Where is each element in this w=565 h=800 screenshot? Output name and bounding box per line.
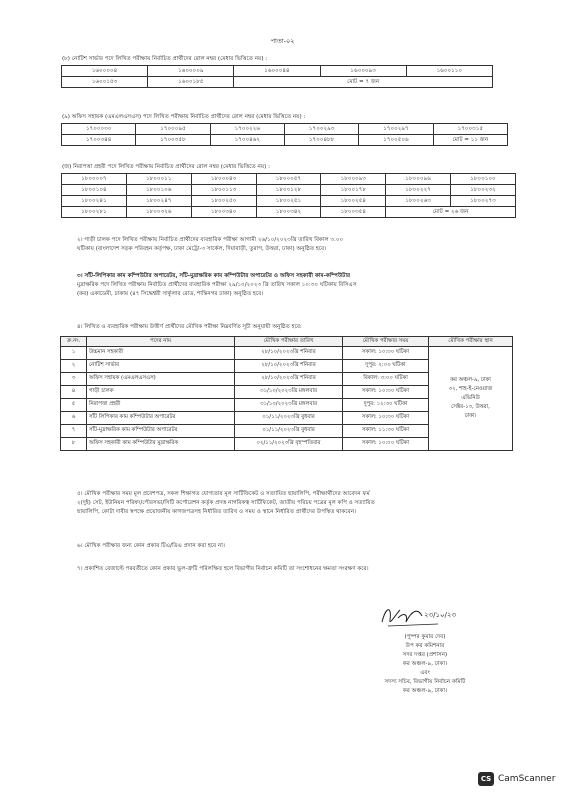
roll-cell: ১৭০০৩৪৪	[62, 135, 136, 146]
time-cell: সকাল: ১১:৩০ ঘটিকা	[343, 425, 429, 438]
serial-cell: ৪	[61, 386, 87, 399]
serial-cell: ২	[61, 360, 87, 373]
paragraph-correction-rights: ৭। প্রকাশিত রেজাল্টে পরবর্তীতে কোন প্রকার ভুল-ত্রুটি পরিলক্ষিত হলে বিভাগীয় নির্বাচন কমিটি তা সংশোধনের ক্ষমতা সংরক্ষণ করে।	[77, 566, 369, 572]
serial-cell: ৭	[61, 425, 87, 438]
page-number: পাতা-০২	[270, 37, 295, 45]
post-name-cell: নোটিশ সার্ভার	[87, 360, 235, 373]
column-header: পদের নাম	[87, 337, 235, 347]
notice-server-roll-table	[61, 65, 493, 88]
roll-cell: ১৮০০২৮১	[62, 207, 127, 218]
serial-cell: ৮	[61, 438, 87, 451]
paragraph-line: মুদ্রাক্ষরিক পদে লিখিত পরীক্ষায় নির্বাচিত প্রার্থীদের ব্যবহারিক পরীক্ষা ২৯/১০/২০২৩ খ্রি তারিখ সকাল ১০:৩০ ঘটিকায় বিসিএস	[77, 282, 357, 288]
roll-cell: ১৮০০১২৮	[256, 185, 321, 196]
signatory-role: সদস্য সচিব, বিভাগীয় নির্বাচন কমিটি	[384, 679, 466, 685]
signatory-zone: কর অঞ্চল-৯, ঢাকা।	[402, 661, 448, 667]
table-row	[62, 174, 516, 185]
roll-cell: ১৬০০০৪৪	[234, 66, 320, 77]
roll-cell: ১৮০০১০৪	[62, 185, 127, 196]
paragraph-line: ৫। মৌখিক পরীক্ষার সময় মূল প্রবেশপত্র, সকল শিক্ষাগত যোগ্যতার মূল সার্টিফিকেট ও সত্যায়িত ছায়ালিপি, পরীক্ষার্থীদের আবেদন ফর্ম	[77, 491, 370, 497]
post-name-cell: সাঁট-মুদ্রাক্ষরিক কাম কম্পিউটার অপারেটর	[87, 425, 235, 438]
time-cell: সকাল: ১০:৩০ ঘটিকা	[343, 412, 429, 425]
venue-cell	[429, 347, 513, 451]
paragraph-line: ২(দুই) সেট, ইউনিয়ন পরিষদ/পৌরসভা/সিটি কর্পোরেশন কর্তৃক প্রদত্ত নাগরিকত্ব সার্টিফিকেট, জাতীয় পরিচয় পত্রের মূল কপি ও সত্যায়িত	[77, 500, 375, 506]
total-cell: মোট = ২৬ জন	[386, 207, 516, 218]
paragraph-computer-practical	[77, 272, 507, 299]
serial-cell: ৬	[61, 412, 87, 425]
serial-cell: ৩	[61, 373, 87, 386]
roll-cell: ১৮০০০০৭	[62, 174, 127, 185]
roll-cell: ১৮০০০৪৩	[191, 174, 256, 185]
time-cell: দুপুর: ১২:৩০ ঘটিকা	[343, 399, 429, 412]
roll-cell: ১৮০০২৫১	[256, 196, 321, 207]
column-header: মৌখিক পরীক্ষার তারিখ	[235, 337, 343, 347]
signatory-name: (পুষ্পর কুমার দেব)	[404, 634, 446, 640]
paragraph-documents-required	[77, 490, 517, 517]
roll-cell: ১৮০০৩৫৪	[321, 207, 386, 218]
roll-cell: ১৬০০০০৪	[62, 66, 148, 77]
signatory-zone-2: কর অঞ্চল-৯, ঢাকা।	[402, 688, 448, 694]
roll-cell: ১৭০০৫০৬	[359, 135, 433, 146]
camscanner-label: CamScanner	[498, 774, 556, 784]
table-row	[62, 135, 508, 146]
section-notice-server-title: (৮) নোটিশ সার্ভার পদে লিখিত পরীক্ষায় নির্বাচিত প্রার্থীদের রোল নম্বর (মেধার ভিত্তিতে নয়) :	[62, 56, 268, 62]
roll-cell: ১৭০০২৯৩	[284, 124, 358, 135]
date-cell: ৩১/১০/২০২৩খ্রি মঙ্গলবার	[235, 386, 343, 399]
column-header: মৌখিক পরীক্ষার স্থান	[429, 337, 513, 347]
post-name-cell: নিরাপত্তা প্রহরী	[87, 399, 235, 412]
table-row	[62, 124, 508, 135]
section-office-assistant-title: (৯) অফিস সহায়ক (এমএলএসএস) পদে লিখিত পরীক্ষায় নির্বাচিত প্রার্থীদের রোল নম্বর (মেধার ভিত্তিতে নয়) :	[62, 114, 306, 120]
roll-cell: ১৮০০০১১	[126, 174, 191, 185]
venue-line: ঢাকা।	[464, 413, 477, 419]
table-row	[61, 347, 513, 360]
camscanner-logo-icon: CS	[478, 772, 494, 786]
venue-line: সেক্টর-১৩, উত্তরা,	[451, 404, 490, 410]
time-cell: দুপুর: ২:০০ ঘটিকা	[343, 360, 429, 373]
roll-cell: ১৬০০০০৯	[148, 66, 234, 77]
paragraph-viva-schedule-intro: ৪। লিখিত ও ব্যবহারিক পরীক্ষায় উত্তীর্ণ প্রার্থীদের মৌখিক পরীক্ষা নিম্নবর্ণিত সূচী অনুযায়ী অনুষ্ঠিত হবে:	[77, 324, 302, 330]
roll-cell: ১৭০০৩১৫	[433, 124, 507, 135]
date-cell: ০১/১১/২০২৩খ্রি বুধবার	[235, 412, 343, 425]
paragraph-no-ta-da: ৬। মৌখিক পরীক্ষার জন্য কোন প্রকার টিএ/ডিএ প্রদান করা হবে না।	[77, 543, 225, 549]
conjunction: এবং	[420, 670, 430, 676]
post-name-cell: সাঁট লিপিকার কাম কম্পিউটার অপারেটর	[87, 412, 235, 425]
roll-cell: ১৭০০২২৬	[210, 124, 284, 135]
roll-cell: ১৮০০০৯৩	[321, 174, 386, 185]
date-cell: ০২/১১/২০২৩খ্রি বৃহস্পতিবার	[235, 438, 343, 451]
section-security-guard-title: (জ) নিরাপত্তা প্রহরী পদে লিখিত পরীক্ষায় নির্বাচিত প্রার্থীদের রোল নম্বর (মেধার ভিত্তিতে নয়) :	[62, 164, 271, 170]
venue-line: ৩২, শাহ-ই-নেওয়াজ	[448, 386, 493, 392]
roll-cell: ১৮০০১০০	[451, 174, 516, 185]
table-header-row	[61, 337, 513, 347]
paragraph-line: ঘটিকায় (বাংলাদেশ সড়ক পরিবহন কর্তৃপক্ষ, ঢাকা মেট্রো-৩ সার্কেল, দিয়াবাড়ী, তুরাগ, উত্তরা, ঢাকা) অনুষ্ঠিত হবে।	[77, 246, 327, 252]
date-cell: ৩১/১০/২০২৩খ্রি মঙ্গলবার	[235, 399, 343, 412]
security-guard-roll-table	[61, 173, 516, 218]
roll-cell: ১৭০০৩৫৮	[136, 135, 210, 146]
roll-cell: ১৬০০১১০	[406, 66, 492, 77]
table-row	[62, 196, 516, 207]
viva-schedule-table	[60, 336, 513, 451]
post-name-cell: অফিস সহকারী কাম কম্পিউটার মুদ্রাক্ষরিক	[87, 438, 235, 451]
paragraph-line: ২। গাড়ী চালক পদে লিখিত পরীক্ষায় নির্বাচিত প্রার্থীদের ব্যবহারিক পরীক্ষা আগামী ২৬/১০/২০২৩খ্রি তারিখ বিকাল ৩.০০	[77, 237, 344, 243]
serial-cell: ১	[61, 347, 87, 360]
total-cell: মোট = ৭ জন	[234, 77, 493, 88]
date-cell: ২৮/১০/২০২৩খ্রি শনিবার	[235, 373, 343, 386]
roll-cell: ১৮০০২৪৭	[126, 196, 191, 207]
post-name-cell: অফিস সহায়ক (এমএলএসএস)	[87, 373, 235, 386]
roll-cell: ১৮০০২৬৩	[386, 196, 451, 207]
column-header: মৌখিক পরীক্ষার সময়	[343, 337, 429, 347]
paragraph-driver-practical	[77, 236, 507, 254]
roll-cell: ১৮০০০৫৭	[256, 174, 321, 185]
table-row	[62, 77, 493, 88]
serial-cell: ৫	[61, 399, 87, 412]
table-row	[62, 66, 493, 77]
roll-cell: ১৮০০২৭৩	[451, 196, 516, 207]
roll-cell: ১৮০০১১৩	[191, 185, 256, 196]
date-cell: ২৮/১০/২০২৩খ্রি শনিবার	[235, 360, 343, 373]
paragraph-line: (কর) একাডেমী, ঢাকায় (৪৭ সিদ্ধেশ্বরী সার্কুলার রোড, শান্তিনগর ঢাকা) অনুষ্ঠিত হবে।	[77, 291, 264, 297]
handwritten-signature	[378, 600, 462, 632]
roll-cell: ১৮০০২৪১	[62, 196, 127, 207]
roll-cell: ১৮০০২২৭	[386, 185, 451, 196]
paragraph-line: ছায়ালিপি, কোটা দাবীর স্বপক্ষে প্রয়োজনীয় কাগজপত্রসহ নির্ধারিত তারিখ ও সময় ও স্থানে নির্ধারিত প্রার্থীদের উপস্থিত থাকবেন।	[77, 509, 357, 515]
post-name-cell: গাড়ী চালক	[87, 386, 235, 399]
roll-cell: ১৭০০২৯৭	[359, 124, 433, 135]
venue-line: কর অঞ্চল-৯, ঢাকা	[450, 377, 491, 383]
time-cell: সকাল: ১০:৩০ ঘটিকা	[343, 347, 429, 360]
roll-cell: ১৮০০০৯৬	[386, 174, 451, 185]
paragraph-line: ৩। সাঁট-লিপিকার কাম কম্পিউটার অপারেটর, সাঁট-মুদ্রাক্ষরিক কাম কম্পিউটার অপারেটর ও অফিস সহকারী কাম-কম্পিউটার	[77, 273, 351, 279]
time-cell: সকাল: ১০:০০ ঘটিকা	[343, 438, 429, 451]
date-cell: ২৮/১০/২০২৩খ্রি শনিবার	[235, 347, 343, 360]
roll-cell: ১৮০০৩২৬	[126, 207, 191, 218]
total-cell: মোট = ১১ জন	[433, 135, 507, 146]
table-row	[62, 207, 516, 218]
venue-line: এভিনিউ	[461, 395, 480, 401]
post-name-cell: উচ্চমান সহকারী	[87, 347, 235, 360]
roll-cell: ১৭০০০৩০	[62, 124, 136, 135]
roll-cell: ১৬০০১৫৩	[62, 77, 148, 88]
roll-cell: ১৮০০২৩২	[451, 185, 516, 196]
roll-cell: ১৮০০১০৬	[126, 185, 191, 196]
roll-cell: ১৭০০৪৮৮	[284, 135, 358, 146]
time-cell: বিকাল: ৩:০০ ঘটিকা	[343, 373, 429, 386]
roll-cell: ১৮০০৩৪০	[191, 207, 256, 218]
roll-cell: ১৮০০২৫৪	[321, 196, 386, 207]
table-row	[62, 185, 516, 196]
signatory-designation: উপ কর কমিশনার	[405, 643, 445, 649]
office-assistant-roll-table	[61, 123, 508, 146]
camscanner-watermark	[478, 770, 558, 788]
roll-cell: ১৮০০৩৪২	[256, 207, 321, 218]
roll-cell: ১৮০০১৭৮	[321, 185, 386, 196]
roll-cell: ১৭০০০৯৫	[136, 124, 210, 135]
signature-date: ২৩/১০/২৩	[424, 611, 457, 619]
signature-block	[380, 633, 470, 696]
signatory-office: সদর দপ্তর (প্রশাসন)	[402, 652, 448, 658]
column-header: ক্র.নং.	[61, 337, 87, 347]
roll-cell: ১৬০০১৮৫	[148, 77, 234, 88]
roll-cell: ১৮০০২৫০	[191, 196, 256, 207]
roll-cell: ১৬০০০৯৩	[320, 66, 406, 77]
roll-cell: ১৭০০৪৬২	[210, 135, 284, 146]
date-cell: ০১/১১/২০২৩খ্রি বুধবার	[235, 425, 343, 438]
time-cell: সকাল: ১০:৩০ ঘটিকা	[343, 386, 429, 399]
